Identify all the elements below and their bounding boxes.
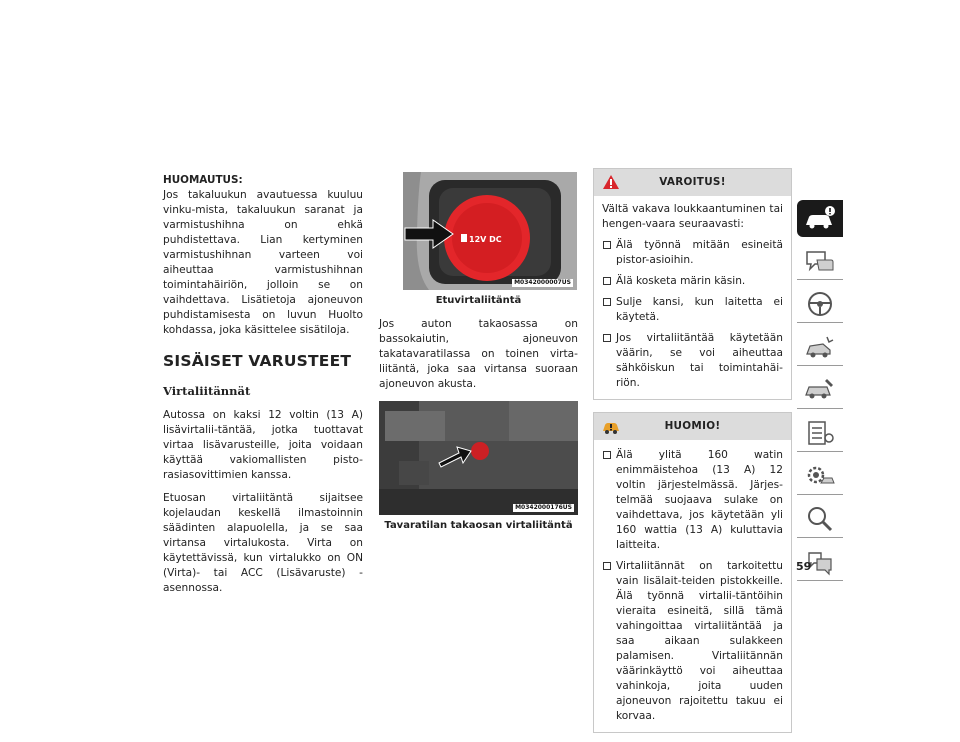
search-icon xyxy=(803,504,837,534)
tab-checklist[interactable] xyxy=(797,415,843,452)
rear-outlet-paragraph: Jos auton takaosassa on bassokaiutin, ajoneuvon takatavaratilassa on toinen virta-liitäntä, joka saa virtansa suoraan ajoneuvon akusta. xyxy=(379,318,578,390)
tab-search[interactable] xyxy=(797,501,843,538)
section-title: SISÄISET VARUSTEET xyxy=(163,352,352,370)
tab-car-service[interactable] xyxy=(797,372,843,409)
outlet-label: 12V DC xyxy=(469,235,502,244)
car-crash-icon xyxy=(803,332,837,362)
middle-column xyxy=(379,172,578,533)
warning-item: Älä kosketa märin käsin. xyxy=(602,274,783,289)
rear-outlet-image xyxy=(379,401,578,515)
rear-outlet-figure xyxy=(379,401,578,515)
note-text: Jos takaluukun avautuessa kuuluu vinku-mista, takaluukun saranat ja varmistushihna on ehkä puhdistettava. Lian kertyminen varmistushihnan varteen voi aiheuttaa varmistushihnan toimintahäiriön, jolloin se on vaihdettava. Lisätietoja ajoneuvon puhdistamisesta on luvun Huolto kohdassa, joka käsittelee sisätiloja. xyxy=(163,189,363,336)
car-info-icon xyxy=(803,203,837,233)
front-outlet-image xyxy=(403,172,577,290)
checklist-icon xyxy=(803,418,837,448)
figure-caption: Tavaratilan takaosan virtaliitäntä xyxy=(384,520,573,531)
tab-settings[interactable] xyxy=(797,458,843,495)
caution-title: HUOMIO! xyxy=(664,420,721,432)
left-column xyxy=(163,173,363,596)
front-outlet-paragraph: Etuosan virtaliitäntä sijaitsee kojelaudan keskellä ilmastoinnin säädinten alapuolella, ja se saa virtansa virtalukosta. Virta on käytettävissä, kun virtalukko on ON (Virta)- tai ACC (Lisävaruste) -asennossa. xyxy=(163,492,363,594)
figure-code: M0342000007US xyxy=(514,279,571,286)
caution-header xyxy=(594,413,791,440)
figure-caption: Etuvirtaliitäntä xyxy=(435,295,522,306)
warning-item: Sulje kansi, kun laitetta ei käytetä. xyxy=(602,295,783,325)
chapter-tabs xyxy=(797,200,843,587)
warning-intro: Vältä vakava loukkaantuminen tai hengen-vaara seuraavasti: xyxy=(602,203,783,230)
warning-icon xyxy=(602,174,620,190)
front-outlet-figure xyxy=(403,172,577,290)
page-number: 59 xyxy=(796,560,812,573)
gear-car-icon xyxy=(803,461,837,491)
power-outlets-paragraph: Autossa on kaksi 12 voltin (13 A) lisävirtalii-täntää, jotka tuottavat virtaa lisävarusteille, joita voidaan käyttää vakiomallisten pisto-rasiasovittimien kanssa. xyxy=(163,409,363,481)
subsection-title: Virtaliitännät xyxy=(163,384,251,398)
note-heading: HUOMAUTUS: xyxy=(163,174,243,186)
caution-box xyxy=(593,412,792,733)
steering-wheel-icon xyxy=(803,289,837,319)
caution-item: Älä ylitä 160 watin enimmäistehoa (13 A) 12 voltin järjestelmässä. Järjes-telmää suojaava sulake on vaihdettava, jos käytetään yli 160 wattia (13 A) kuluttavia laitteita. xyxy=(602,448,783,553)
tab-car-info[interactable] xyxy=(797,200,843,237)
tab-steering[interactable] xyxy=(797,286,843,323)
caution-car-icon xyxy=(601,418,621,435)
tab-messages[interactable] xyxy=(797,243,843,280)
caution-item: Virtaliitännät on tarkoitettu vain lisälait-teiden pistokkeille. Älä työnnä virtalii-täntöihin vieraita esineitä, sillä tämä vahingoittaa virtaliitäntää ja saa aikaan sulakkeen palamisen. Virtaliitännän väärinkäyttö voi aiheuttaa vahinkoja, joita uuden ajoneuvon rajoitettu takuu ei korvaa. xyxy=(602,559,783,724)
message-icon xyxy=(803,246,837,276)
warning-item: Älä työnnä mitään esineitä pistor-asioihin. xyxy=(602,238,783,268)
warning-item: Jos virtaliitäntää käytetään väärin, se voi aiheuttaa sähköiskun tai toimintahäi-riön. xyxy=(602,331,783,391)
warning-box xyxy=(593,168,792,400)
car-service-icon xyxy=(803,375,837,405)
warning-header xyxy=(594,169,791,196)
right-column xyxy=(593,168,792,733)
warning-title: VAROITUS! xyxy=(659,176,726,188)
figure-code: M0342000176US xyxy=(515,504,572,511)
tab-car-crash[interactable] xyxy=(797,329,843,366)
